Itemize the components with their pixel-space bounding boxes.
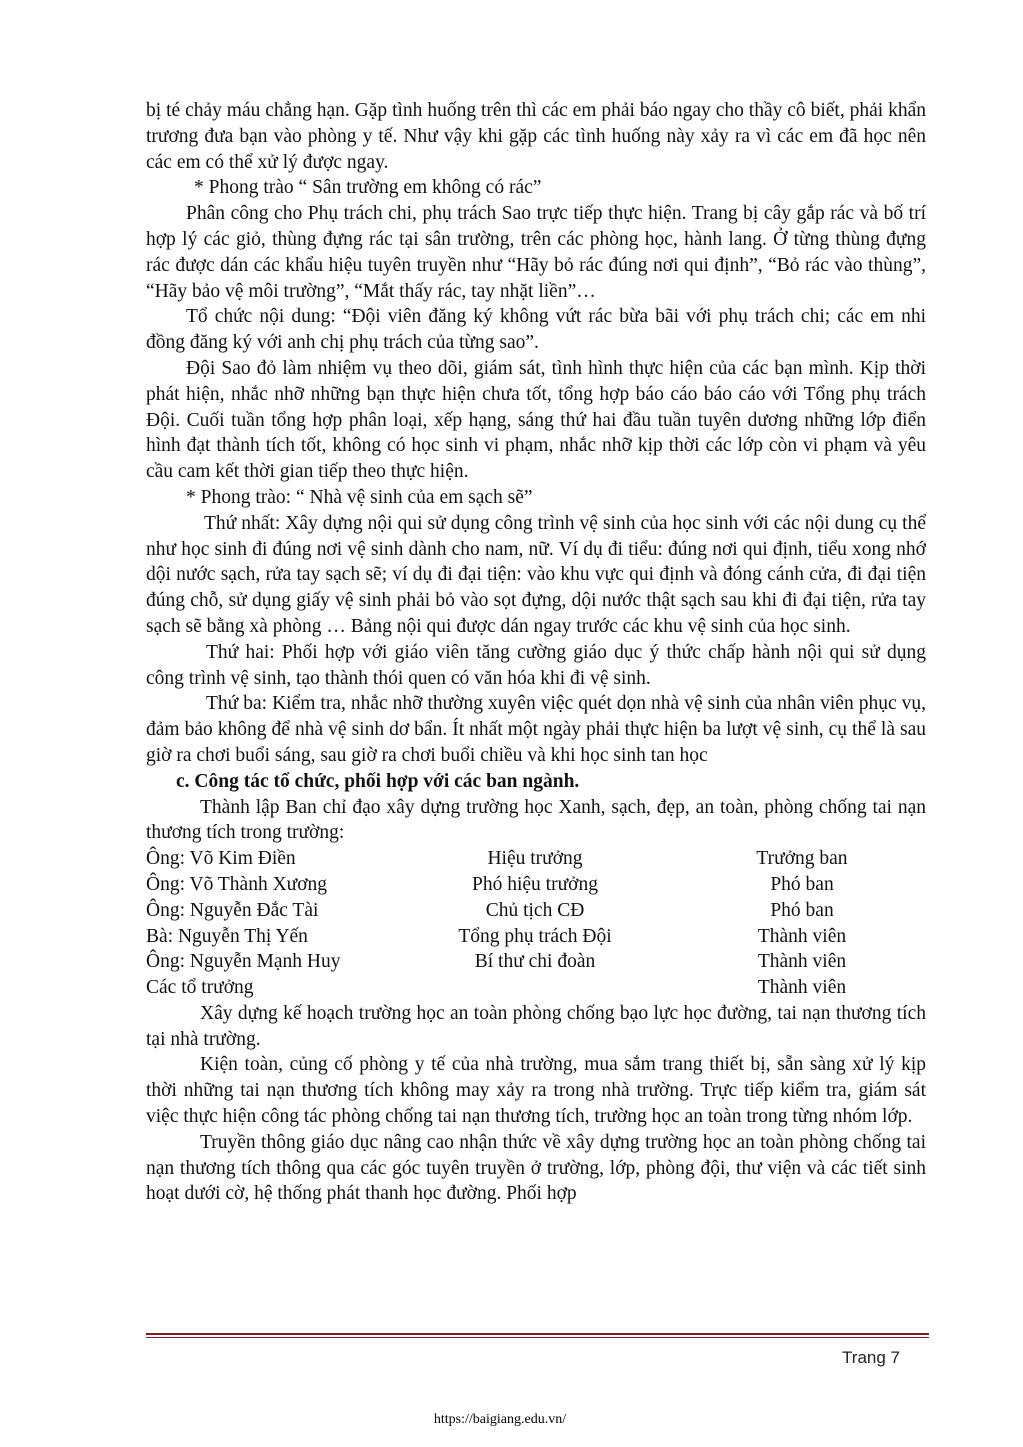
member-name: Bà: Nguyễn Thị Yến bbox=[146, 925, 308, 947]
table-row bbox=[146, 846, 926, 872]
table-row bbox=[146, 924, 926, 950]
paragraph: Phân công cho Phụ trách chi, phụ trách Sao trực tiếp thực hiện. Trang bị cây gắp rác và bố trí hợp lý các giỏ, thùng đựng rác tại sân trường, trên các phòng học, hành lang. Ở từng thùng đựng rác được dán các khẩu hiệu tuyên truyền như “Hãy bỏ rác đúng nơi qui định”, “Bỏ rác vào thùng”, “Hãy bảo vệ môi trường”, “Mắt thấy rác, tay nhặt liền”… bbox=[146, 203, 926, 302]
member-position: Bí thư chi đoàn bbox=[474, 951, 596, 973]
table-row bbox=[146, 898, 926, 924]
paragraph: Thứ nhất: Xây dựng nội qui sử dụng công trình vệ sinh của học sinh với các nội dung cụ thể như học sinh đi đúng nơi vệ sinh dành cho nam, nữ. Ví dụ đi tiểu: đúng nơi qui định, tiểu xong nhớ dội nước sạch, rửa tay sạch sẽ; ví dụ đi đại tiện: vào khu vực qui định và đóng cánh cửa, đi đại tiện đúng chỗ, sử dụng giấy vệ sinh phải bỏ vào sọt đựng, dội nước thật sạch sau khi đi đại tiện, rửa tay sạch sẽ bằng xà phòng … Bảng nội qui được dán ngay trước các khu vệ sinh của học sinh. bbox=[146, 512, 926, 637]
member-role: Phó ban bbox=[770, 899, 834, 921]
member-name: Ông: Võ Kim Điền bbox=[146, 848, 296, 870]
movement-title: * Phong trào: “ Nhà vệ sinh của em sạch sẽ” bbox=[186, 486, 533, 508]
footer-divider bbox=[146, 1333, 929, 1338]
paragraph: Xây dựng kế hoạch trường học an toàn phòng chống bạo lực học đường, tai nạn thương tích tại nhà trường. bbox=[146, 1002, 926, 1050]
table-row bbox=[146, 975, 926, 1001]
member-name: Ông: Nguyễn Mạnh Huy bbox=[146, 951, 341, 973]
page-number: Trang 7 bbox=[842, 1348, 900, 1367]
member-role: Thành viên bbox=[757, 925, 847, 947]
member-name: Ông: Nguyễn Đắc Tài bbox=[146, 899, 319, 921]
table-row bbox=[146, 872, 926, 898]
table-row bbox=[146, 949, 926, 975]
member-name: Các tổ trưởng bbox=[146, 977, 254, 999]
paragraph: Thứ hai: Phối hợp với giáo viên tăng cường giáo dục ý thức chấp hành nội qui sử dụng công trình vệ sinh, tạo thành thói quen có văn hóa khi đi vệ sinh. bbox=[146, 641, 926, 689]
paragraph: Kiện toàn, củng cố phòng y tế của nhà trường, mua sắm trang thiết bị, sẵn sàng xử lý kịp thời những tai nạn thương tích không may xảy ra trong nhà trường. Trực tiếp kiểm tra, giám sát việc thực hiện công tác phòng chống tai nạn thương tích, trường học an toàn trong từng nhóm lớp. bbox=[146, 1054, 926, 1128]
movement-title: * Phong trào “ Sân trường em không có rác” bbox=[194, 177, 542, 199]
steering-board-table bbox=[146, 846, 926, 1001]
footer-url[interactable]: https://baigiang.edu.vn/ bbox=[433, 1412, 567, 1427]
member-position: Hiệu trưởng bbox=[487, 848, 583, 870]
section-heading: c. Công tác tổ chức, phối hợp với các ban ngành. bbox=[176, 770, 580, 792]
member-position bbox=[392, 975, 678, 1001]
member-position: Tổng phụ trách Đội bbox=[458, 925, 612, 947]
member-name: Ông: Võ Thành Xương bbox=[146, 873, 328, 895]
member-role: Trưởng ban bbox=[756, 848, 848, 870]
paragraph: Đội Sao đỏ làm nhiệm vụ theo dõi, giám sát, tình hình thực hiện của các bạn mình. Kịp thời phát hiện, nhắc nhỡ những bạn thực hiện chưa tốt, tổng hợp báo cáo báo cáo với Tổng phụ trách Đội. Cuối tuần tổng hợp phân loại, xếp hạng, sáng thứ hai đầu tuần tuyên dương những lớp điển hình đạt thành tích tốt, không có học sinh vi phạm, nhắc nhỡ kịp thời các lớp còn vi phạm và yêu cầu cam kết thời gian tiếp theo thực hiện. bbox=[146, 357, 926, 483]
member-role: Thành viên bbox=[757, 951, 847, 973]
member-position: Chủ tịch CĐ bbox=[485, 899, 585, 921]
member-position: Phó hiệu trưởng bbox=[472, 873, 598, 895]
member-role: Phó ban bbox=[770, 873, 834, 895]
paragraph: Truyền thông giáo dục nâng cao nhận thức về xây dựng trường học an toàn phòng chống tai nạn thương tích thông qua các góc tuyên truyền ở trường, lớp, phòng đội, thư viện và các tiết sinh hoạt dưới cờ, hệ thống phát thanh học đường. Phối hợp bbox=[146, 1131, 926, 1205]
paragraph: Thứ ba: Kiểm tra, nhắc nhỡ thường xuyên việc quét dọn nhà vệ sinh của nhân viên phục vụ, đảm bảo không để nhà vệ sinh dơ bẩn. Ít nhất một ngày phải thực hiện ba lượt vệ sinh, cụ thể là sau giờ ra chơi buổi sáng, sau giờ ra chơi buổi chiều và khi học sinh tan học bbox=[146, 693, 926, 766]
paragraph: bị té chảy máu chẳng hạn. Gặp tình huống trên thì các em phải báo ngay cho thầy cô biết, phải khẩn trương đưa bạn vào phòng y tế. Như vậy khi gặp các tình huống này xảy ra vì các em đã học nên các em có thể xử lý được ngay. bbox=[146, 100, 926, 173]
member-role: Thành viên bbox=[757, 977, 847, 999]
paragraph: Tổ chức nội dung: “Đội viên đăng ký không vứt rác bừa bãi với phụ trách chi; các em nhi đồng đăng ký với anh chị phụ trách của từng sao”. bbox=[146, 306, 926, 354]
page-content bbox=[146, 98, 926, 1207]
paragraph: Thành lập Ban chỉ đạo xây dựng trường học Xanh, sạch, đẹp, an toàn, phòng chống tai nạn thương tích trong trường: bbox=[146, 796, 926, 844]
